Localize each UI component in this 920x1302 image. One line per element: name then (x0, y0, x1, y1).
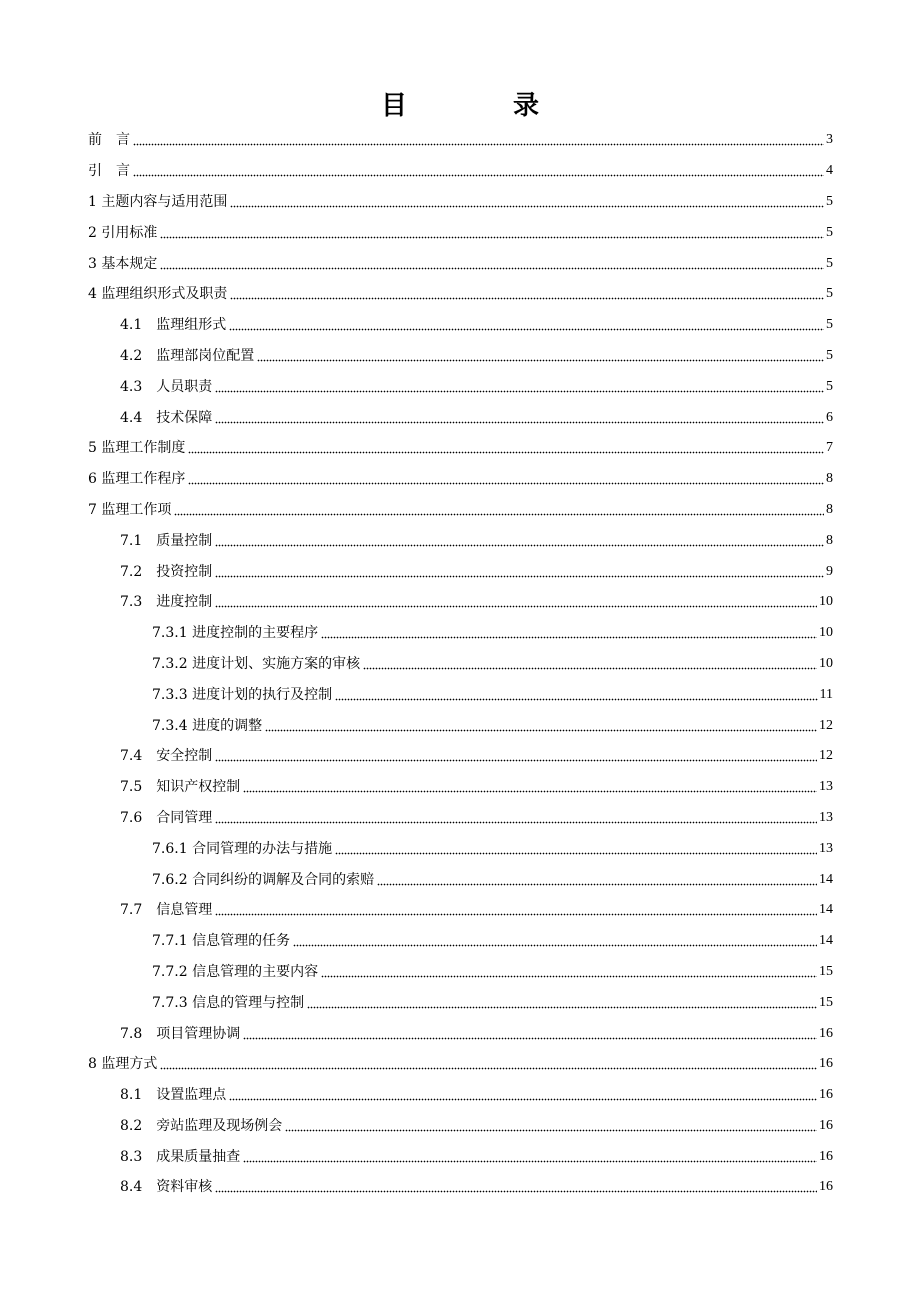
toc-entry[interactable] (88, 864, 833, 895)
dot-leader (174, 501, 824, 519)
toc-entry[interactable] (88, 895, 833, 926)
toc-entry-label: 7.4 安全控制 (120, 748, 213, 765)
toc-entry-label: 6 监理工作程序 (88, 471, 186, 488)
toc-entry-label: 4.2 监理部岗位配置 (120, 347, 255, 364)
toc-entry-page-number: 5 (826, 255, 833, 271)
toc-entry-label: 8 监理方式 (88, 1056, 158, 1073)
toc-entry-page-number: 5 (826, 286, 833, 302)
toc-entry-page-number: 5 (826, 193, 833, 209)
toc-entry[interactable] (88, 833, 833, 864)
toc-entry-label: 4 监理组织形式及职责 (88, 286, 228, 303)
dot-leader (230, 285, 824, 303)
toc-entry-label: 7.3.3 进度计划的执行及控制 (152, 686, 333, 703)
dot-leader (160, 1055, 817, 1073)
dot-leader (215, 409, 824, 427)
toc-entry[interactable] (88, 1111, 833, 1142)
dot-leader (321, 624, 817, 642)
dot-leader (229, 316, 824, 334)
toc-entry-page-number: 11 (819, 686, 833, 702)
dot-leader (229, 1086, 817, 1104)
dot-leader (133, 162, 824, 180)
toc-entry-page-number: 13 (819, 840, 833, 856)
toc-entry[interactable] (88, 187, 833, 218)
dot-leader (188, 439, 824, 457)
dot-leader (335, 840, 817, 858)
toc-entry-page-number: 10 (819, 655, 833, 671)
toc-entry-label: 3 基本规定 (88, 255, 158, 272)
toc-entry-label: 8.2 旁站监理及现场例会 (120, 1117, 283, 1134)
toc-entry[interactable] (88, 926, 833, 957)
toc-entry-label: 4.4 技术保障 (120, 409, 213, 426)
toc-entry-page-number: 16 (819, 1179, 833, 1195)
toc-entry-page-number: 5 (826, 317, 833, 333)
toc-entry[interactable] (88, 710, 833, 741)
toc-entry[interactable] (88, 618, 833, 649)
toc-entry-page-number: 8 (826, 532, 833, 548)
toc-entry-label: 7.7.3 信息的管理与控制 (152, 994, 305, 1011)
toc-entry[interactable] (88, 248, 833, 279)
toc-entry-label: 7.3.2 进度计划、实施方案的审核 (152, 655, 361, 672)
dot-leader (265, 717, 817, 735)
toc-entry[interactable] (88, 371, 833, 402)
toc-entry-page-number: 7 (826, 440, 833, 456)
dot-leader (215, 901, 817, 919)
toc-entry[interactable] (88, 279, 833, 310)
dot-leader (160, 224, 824, 242)
toc-entry-page-number: 15 (819, 963, 833, 979)
toc-entry-page-number: 16 (819, 1025, 833, 1041)
dot-leader (215, 1178, 817, 1196)
toc-entry[interactable] (88, 772, 833, 803)
dot-leader (230, 193, 824, 211)
toc-entry[interactable] (88, 217, 833, 248)
dot-leader (335, 686, 817, 704)
toc-entry-label: 7.8 项目管理协调 (120, 1025, 241, 1042)
toc-entry-label: 7.6 合同管理 (120, 809, 213, 826)
toc-entry[interactable] (88, 1018, 833, 1049)
toc-entry-page-number: 13 (819, 809, 833, 825)
dot-leader (215, 563, 824, 581)
toc-entry[interactable] (88, 1080, 833, 1111)
toc-entry-label: 5 监理工作制度 (88, 440, 186, 457)
toc-entry-page-number: 8 (826, 471, 833, 487)
dot-leader (243, 778, 817, 796)
toc-list (88, 125, 833, 1203)
toc-entry[interactable] (88, 433, 833, 464)
toc-entry-page-number: 14 (819, 871, 833, 887)
toc-entry-label: 4.3 人员职责 (120, 378, 213, 395)
toc-entry[interactable] (88, 495, 833, 526)
toc-entry-label: 8.3 成果质量抽查 (120, 1148, 241, 1165)
toc-entry-label: 7.6.1 合同管理的办法与措施 (152, 840, 333, 857)
toc-entry-label: 1 主题内容与适用范围 (88, 193, 228, 210)
toc-entry[interactable] (88, 803, 833, 834)
toc-entry-label: 7.3.4 进度的调整 (152, 717, 263, 734)
toc-entry-label: 7 监理工作项 (88, 501, 172, 518)
dot-leader (257, 347, 824, 365)
toc-entry-label: 7.6.2 合同纠纷的调解及合同的索赔 (152, 871, 375, 888)
toc-entry[interactable] (88, 649, 833, 680)
dot-leader (363, 655, 817, 673)
toc-entry[interactable] (88, 525, 833, 556)
toc-entry-page-number: 5 (826, 378, 833, 394)
toc-entry[interactable] (88, 125, 833, 156)
toc-entry-label: 7.7 信息管理 (120, 902, 213, 919)
toc-entry-label: 4.1 监理组形式 (120, 317, 227, 334)
dot-leader (160, 255, 824, 273)
toc-entry-page-number: 12 (819, 748, 833, 764)
toc-entry[interactable] (88, 957, 833, 988)
toc-entry-label: 2 引用标准 (88, 224, 158, 241)
toc-entry-page-number: 5 (826, 224, 833, 240)
toc-entry[interactable] (88, 741, 833, 772)
dot-leader (215, 593, 817, 611)
toc-entry[interactable] (88, 679, 833, 710)
toc-entry-page-number: 10 (819, 625, 833, 641)
toc-entry[interactable] (88, 987, 833, 1018)
toc-entry-page-number: 8 (826, 501, 833, 517)
dot-leader (215, 809, 817, 827)
toc-entry-page-number: 16 (819, 1148, 833, 1164)
toc-entry[interactable] (88, 402, 833, 433)
dot-leader (215, 532, 824, 550)
dot-leader (243, 1025, 817, 1043)
toc-entry-label: 7.1 质量控制 (120, 532, 213, 549)
dot-leader (215, 747, 817, 765)
toc-entry-page-number: 14 (819, 902, 833, 918)
toc-entry-label: 7.7.2 信息管理的主要内容 (152, 963, 319, 980)
toc-entry[interactable] (88, 1141, 833, 1172)
dot-leader (243, 1148, 817, 1166)
toc-entry[interactable] (88, 464, 833, 495)
dot-leader (321, 963, 817, 981)
toc-entry[interactable] (88, 156, 833, 187)
toc-entry-label: 8.4 资料审核 (120, 1179, 213, 1196)
toc-entry-label: 8.1 设置监理点 (120, 1087, 227, 1104)
dot-leader (215, 378, 824, 396)
toc-entry-page-number: 10 (819, 594, 833, 610)
toc-entry-label: 7.3.1 进度控制的主要程序 (152, 625, 319, 642)
toc-entry-page-number: 16 (819, 1087, 833, 1103)
toc-entry-page-number: 13 (819, 779, 833, 795)
toc-title: 目 录 (380, 91, 579, 121)
toc-entry[interactable] (88, 1049, 833, 1080)
toc-entry-label: 引 言 (88, 163, 130, 180)
toc-entry-page-number: 14 (819, 933, 833, 949)
toc-entry-page-number: 6 (826, 409, 833, 425)
dot-leader (285, 1117, 817, 1135)
dot-leader (133, 131, 824, 149)
dot-leader (307, 994, 817, 1012)
toc-entry-page-number: 3 (826, 132, 833, 148)
toc-entry-page-number: 9 (826, 563, 833, 579)
toc-entry-page-number: 5 (826, 347, 833, 363)
toc-entry[interactable] (88, 587, 833, 618)
toc-entry-page-number: 16 (819, 1117, 833, 1133)
toc-entry-label: 7.7.1 信息管理的任务 (152, 933, 291, 950)
toc-entry[interactable] (88, 1172, 833, 1203)
toc-entry-label: 7.2 投资控制 (120, 563, 213, 580)
toc-entry-label: 前 言 (88, 132, 130, 149)
toc-entry[interactable] (88, 310, 833, 341)
toc-entry[interactable] (88, 556, 833, 587)
dot-leader (377, 871, 817, 889)
toc-entry-page-number: 12 (819, 717, 833, 733)
toc-entry-page-number: 16 (819, 1056, 833, 1072)
toc-entry-page-number: 4 (826, 163, 833, 179)
dot-leader (188, 470, 824, 488)
toc-entry-page-number: 15 (819, 994, 833, 1010)
toc-entry-label: 7.5 知识产权控制 (120, 779, 241, 796)
toc-entry-label: 7.3 进度控制 (120, 594, 213, 611)
toc-entry[interactable] (88, 341, 833, 372)
dot-leader (293, 932, 817, 950)
